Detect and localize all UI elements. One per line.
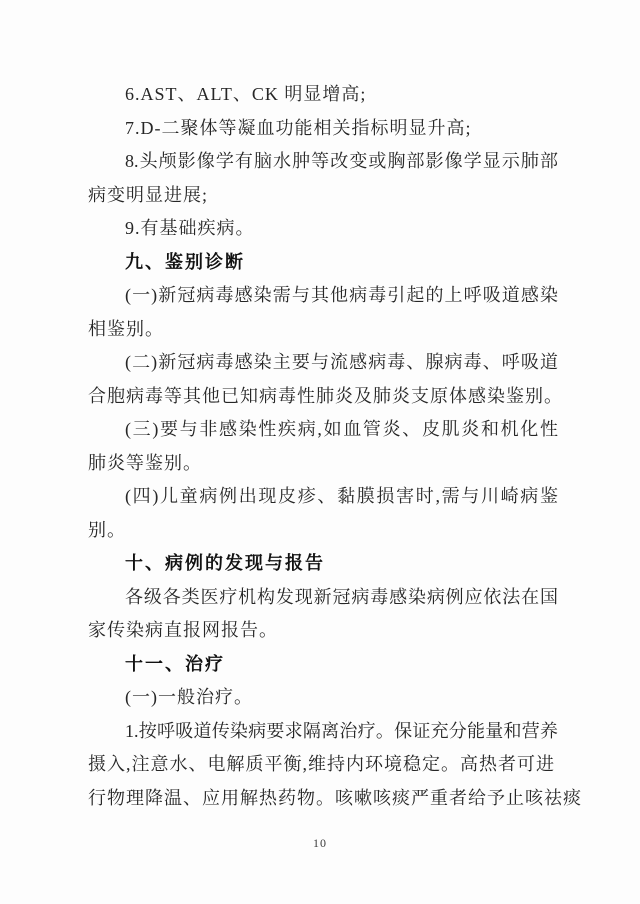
text-line-item-6: 6.AST、ALT、CK 明显增高; <box>125 84 367 104</box>
text-line-clause-1-cont: 相鉴别。 <box>88 318 164 339</box>
text-line-clause-2: (二)新冠病毒感染主要与流感病毒、腺病毒、呼吸道 <box>125 352 558 372</box>
text-line-clause-4: (四)儿童病例出现皮疹、黏膜损害时,需与川崎病鉴 <box>125 486 558 506</box>
text-line-item-9: 9.有基础疾病。 <box>125 218 255 238</box>
text-line-general-treatment: (一)一般治疗。 <box>125 687 253 707</box>
text-line-treatment-1-cont1: 摄入,注意水、电解质平衡,维持内环境稳定。高热者可进 <box>88 754 555 774</box>
text-line-clause-3: (三)要与非感染性疾病,如血管炎、皮肌炎和机化性 <box>125 419 558 439</box>
text-line-clause-3-cont: 肺炎等鉴别。 <box>88 452 202 473</box>
page-number: 10 <box>313 836 327 850</box>
section-heading-treatment: 十一、治疗 <box>125 653 225 674</box>
text-line-item-8-cont: 病变明显进展; <box>88 184 209 205</box>
text-line-reporting: 各级各类医疗机构发现新冠病毒感染病例应依法在国 <box>125 586 558 607</box>
text-line-clause-2-cont: 合胞病毒等其他已知病毒性肺炎及肺炎支原体感染鉴别。 <box>88 385 563 406</box>
text-line-clause-4-cont: 别。 <box>88 519 126 540</box>
text-line-item-8: 8.头颅影像学有脑水肿等改变或胸部影像学显示肺部 <box>125 151 558 171</box>
text-line-treatment-1: 1.按呼吸道传染病要求隔离治疗。保证充分能量和营养 <box>125 720 558 741</box>
document-content <box>88 78 582 815</box>
text-line-treatment-1-cont2: 行物理降温、应用解热药物。咳嗽咳痰严重者给予止咳祛痰 <box>88 787 582 808</box>
text-line-item-7: 7.D-二聚体等凝血功能相关指标明显升高; <box>125 117 472 138</box>
text-line-reporting-cont: 家传染病直报网报告。 <box>88 620 278 640</box>
section-heading-differential-diagnosis: 九、鉴别诊断 <box>125 251 245 272</box>
section-heading-case-detection-reporting: 十、病例的发现与报告 <box>125 553 325 573</box>
text-line-clause-1: (一)新冠病毒感染需与其他病毒引起的上呼吸道感染 <box>125 285 558 305</box>
